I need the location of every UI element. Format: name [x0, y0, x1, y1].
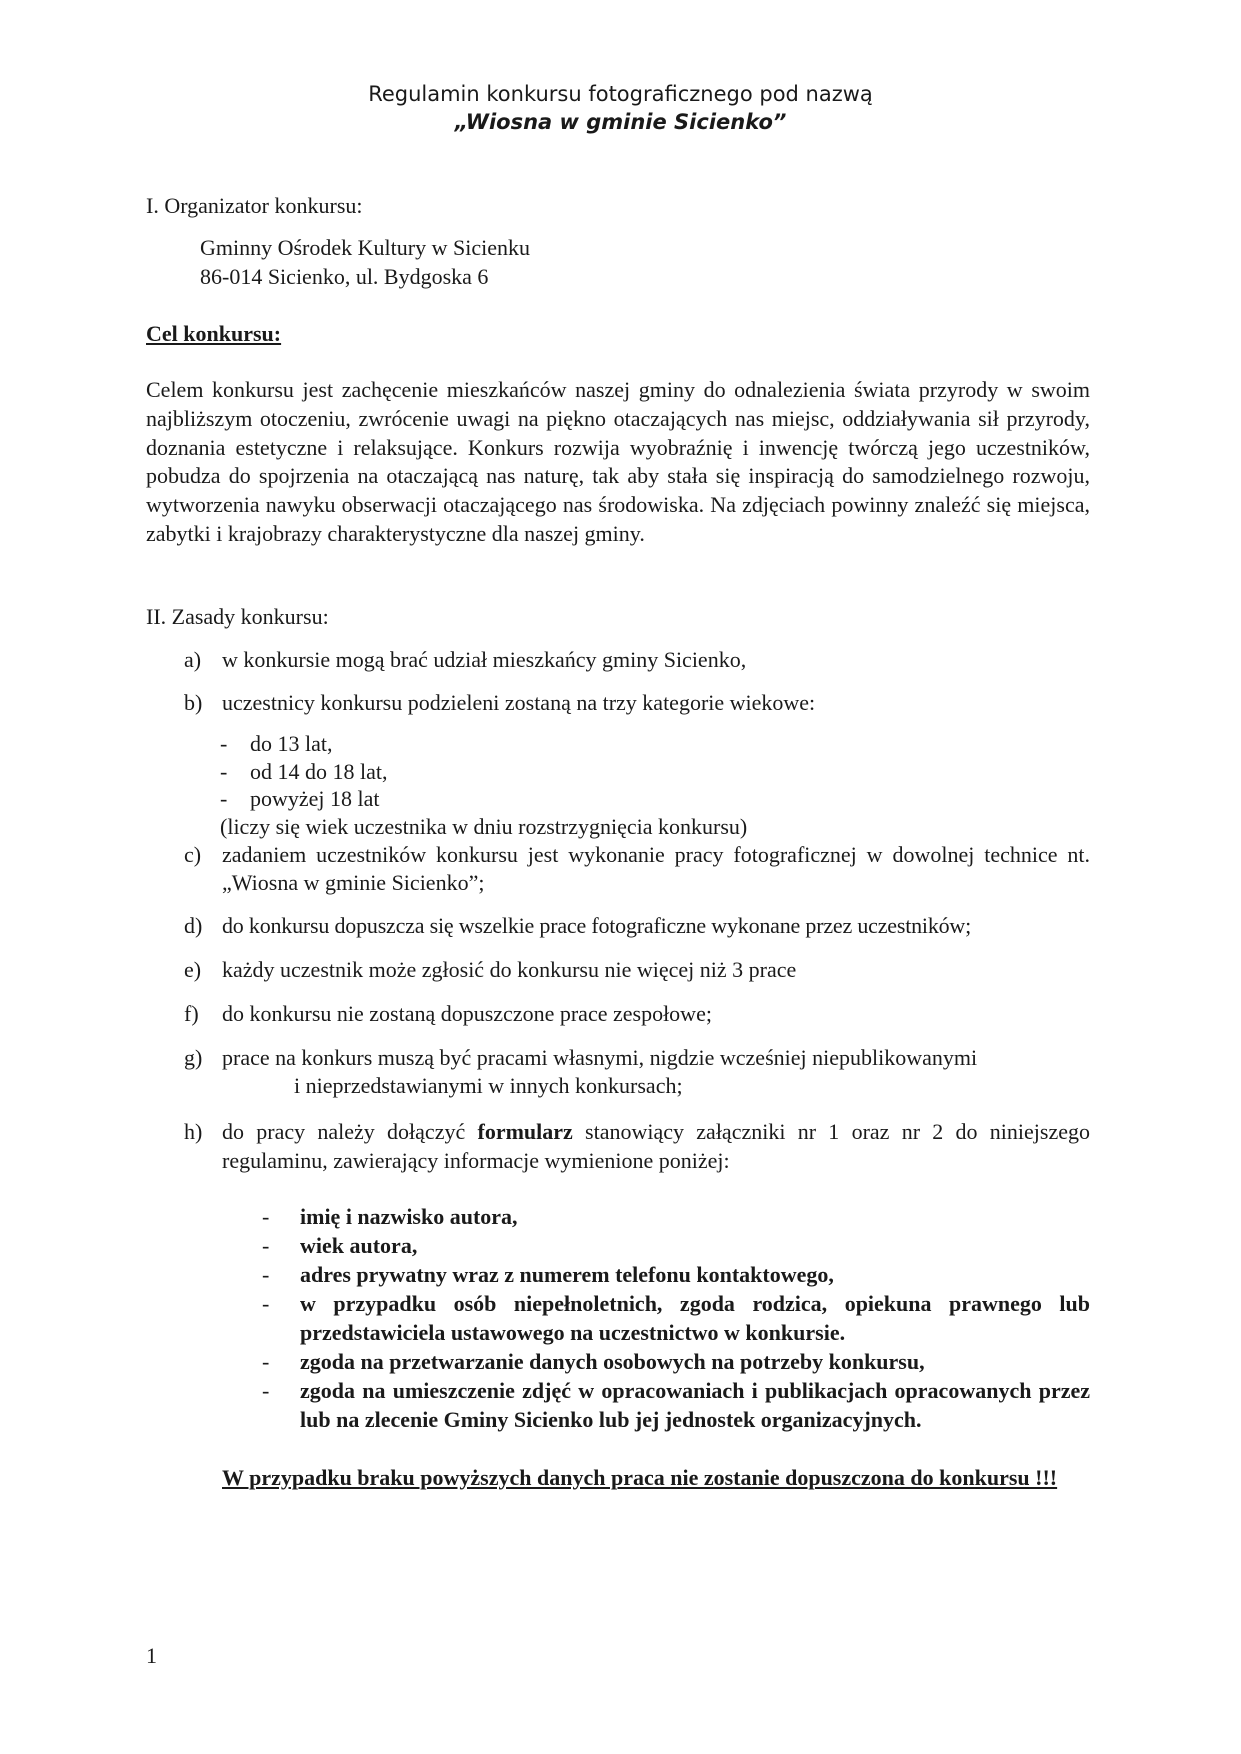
- rule-text: każdy uczestnik może zgłosić do konkursu nie więcej niż 3 prace: [222, 957, 797, 982]
- rule-text: do konkursu dopuszcza się wszelkie prace fotograficzne wykonane przez uczestników;: [222, 913, 972, 938]
- rule-text: do pracy należy dołączyć formularz stanowiący załączniki nr 1 oraz nr 2 do niniejszego regulaminu, zawierający informacje wymienione poniżej:: [222, 1119, 1091, 1173]
- rule-text: uczestnicy konkursu podzieleni zostaną na trzy kategorie wiekowe:: [222, 690, 816, 715]
- title-line-2: „Wiosna w gminie Sicienko”: [454, 110, 787, 134]
- rule-text: zadaniem uczestników konkursu jest wykonanie pracy fotograficznej w dowolnej technice nt. „Wiosna w gminie Sicienko”;: [222, 842, 1090, 895]
- warning-note: W przypadku braku powyższych danych praca nie zostanie dopuszczona do konkursu !!!: [222, 1465, 1058, 1490]
- rule-text: w konkursie mogą brać udział mieszkańcy gminy Sicienko,: [222, 647, 747, 672]
- rule-text: do konkursu nie zostaną dopuszczone prace zespołowe;: [222, 1001, 712, 1026]
- rule-label: g): [184, 1045, 203, 1070]
- organizer-name: Gminny Ośrodek Kultury w Sicienku: [200, 235, 530, 260]
- rule-label: a): [184, 647, 202, 672]
- rule-label: e): [184, 957, 202, 982]
- rule-label: f): [184, 1001, 199, 1026]
- form-keyword: formularz: [477, 1119, 573, 1144]
- rule-label: b): [184, 690, 203, 715]
- organizer-heading: I. Organizator konkursu:: [146, 193, 363, 218]
- rule-label: d): [184, 913, 203, 938]
- rule-text: prace na konkurs muszą być pracami własnymi, nigdzie wcześniej niepublikowanymi: [222, 1045, 978, 1070]
- rule-text-continued: i nieprzedstawianymi w innych konkursach;: [294, 1073, 683, 1098]
- title-line-1: Regulamin konkursu fotograficznego pod nazwą: [368, 82, 873, 106]
- document-page: Regulamin konkursu fotograficznego pod nazwą „Wiosna w gminie Sicienko” I. Organizator konkursu: Gminny Ośrodek Kultury w Sicienku 86-014 Sicienko, ul. Bydgoska 6 Cel konkursu: Celem konkursu jest zachęcenie mieszkańców naszej gminy do odnalezienia świata przyrody w swoim najbliższym otoczeniu, zwrócenie uwagi na piękno otaczających nas miejsc, oddziaływania sił przyrody, doznania estetyczne i relaksujące. Konkurs rozwija wyobraźnię i inwencję twórczą jego uczestników, pobudza do spojrzenia na otaczającą nas naturę, tak aby stała się inspiracją do samodzielnego rozwoju, wytworzenia nawyku obserwacji otaczającego nas środowiska. Na zdjęciach powinny znaleźć się miejsca, zabytki i krajobrazy charakterystyczne dla naszej gminy. II. Zasady konkursu: a) w konkursie mogą brać udział mieszkańcy gminy Sicienko, b) uczestnicy konkursu podzieleni zostaną na trzy kategorie wiekowe: - do 13 lat, - od 14 do 18 lat, - powyżej 18 lat (liczy się wiek uczestnika w dniu rozstrzygnięcia konkursu) c) zadaniem uczestników konkursu jest wykonanie pracy fotograficznej w dowolnej technice nt. „Wiosna w gminie Sicienko”; d) do konkursu dopuszcza się wszelkie prace fotograficzne wykonane przez uczestników; e) każdy uczestnik może zgłosić do konkursu nie więcej niż 3 prace f) do konkursu nie zostaną dopuszczone prace zespołowe; g) prace na konkurs muszą być pracami własnymi, nigdzie wcześniej niepublikowanymi i nieprzedstawianymi w innych konkursach; h) do pracy należy dołączyć formularz stanowiący załączniki nr 1 oraz nr 2 do niniejszego regulaminu, zawierający informacje wymienione poniżej: - imię i nazwisko autora, - wiek autora, - adres prywatny wraz z numerem telefonu kontaktowego, - w przypadku osób niepełnoletnich, zgoda rodzica, opiekuna prawnego lub przedstawiciela ustawowego na uczestnictwo w konkursie. - zgoda na przetwarzanie danych osobowych na potrzeby konkursu, - zgoda na umieszczenie zdjęć w opracowaniach i publikacjach opracowanych przez lub na zlecenie Gminy Sicienko lub jej jednostek organizacyjnych. W przypadku braku powyższych danych praca nie zostanie dopuszczona do konkursu !!! 1: [0, 0, 1241, 1754]
- goal-paragraph: Celem konkursu jest zachęcenie mieszkańców naszej gminy do odnalezienia świata przyrody w swoim najbliższym otoczeniu, zwrócenie uwagi na piękno otaczających nas miejsc, oddziaływania sił przyrody, doznania estetyczne i relaksujące. Konkurs rozwija wyobraźnię i inwencję twórczą jego uczestników, pobudza do spojrzenia na otaczającą nas naturę, tak aby stała się inspiracją do samodzielnego rozwoju, wytworzenia nawyku obserwacji otaczającego nas środowiska. Na zdjęciach powinny znaleźć się miejsca, zabytki i krajobrazy charakterystyczne dla naszej gminy.: [146, 377, 1090, 546]
- age-note: (liczy się wiek uczestnika w dniu rozstrzygnięcia konkursu): [220, 814, 748, 839]
- rules-heading: II. Zasady konkursu:: [146, 604, 329, 629]
- rule-label: c): [184, 842, 202, 867]
- document-title: [0, 80, 1241, 136]
- page-number: 1: [146, 1643, 157, 1668]
- rule-label: h): [184, 1119, 203, 1144]
- organizer-address: 86-014 Sicienko, ul. Bydgoska 6: [200, 264, 489, 289]
- goal-heading: Cel konkursu:: [146, 321, 282, 346]
